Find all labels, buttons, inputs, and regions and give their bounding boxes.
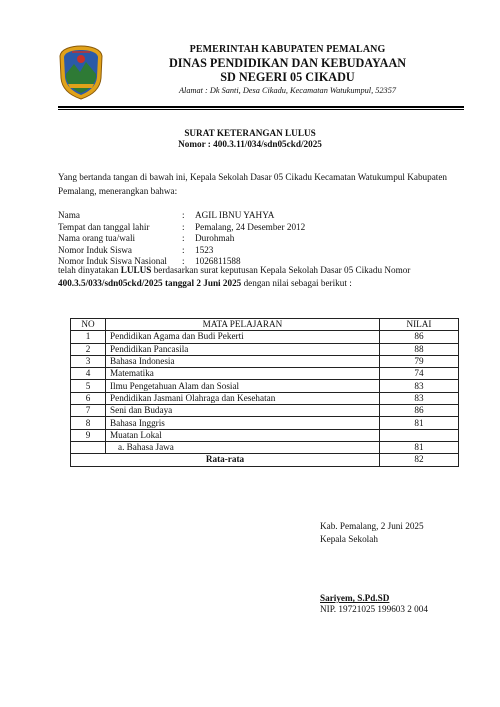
subject-name: Pendidikan Jasmani Olahraga dan Kesehatan (106, 392, 380, 404)
school-name: SD NEGERI 05 CIKADU (220, 70, 355, 84)
identity-colon: : (182, 221, 185, 232)
signatory-nip: NIP. 19721025 199603 2 004 (320, 604, 428, 614)
table-row (71, 405, 459, 417)
signature-place-date: Kab. Pemalang, 2 Juni 2025 (320, 521, 424, 531)
grade-value: 83 (380, 392, 459, 404)
grade-value (380, 429, 459, 441)
identity-row (58, 210, 305, 222)
identity-value: Pemalang, 24 Desember 2012 (195, 221, 306, 232)
grade-value: 86 (380, 331, 459, 343)
regency-emblem-icon (58, 44, 104, 100)
identity-colon: : (182, 244, 185, 255)
subject-name: Seni dan Budaya (106, 405, 380, 417)
identity-row (58, 245, 305, 257)
table-row (71, 441, 459, 453)
graduation-statement (58, 264, 468, 289)
graduation-status: LULUS (120, 265, 152, 275)
table-row (71, 368, 459, 380)
intro-paragraph: Yang bertanda tangan di bawah ini, Kepala Sekolah Dasar 05 Cikadu Kecamatan Watukumpul Kabupaten Pemalang, menerangkan bahwa: (58, 172, 448, 196)
document-title: SURAT KETERANGAN LULUS (184, 128, 316, 138)
subject-name: Bahasa Indonesia (106, 355, 380, 367)
grade-value: 74 (380, 368, 459, 380)
identity-row (58, 233, 305, 245)
row-number: 8 (71, 417, 106, 429)
signatory-name: Sariyem, S.Pd.SD (320, 593, 390, 603)
table-row (71, 417, 459, 429)
document-number: Nomor : 400.3.11/034/sdn05ckd/2025 (178, 139, 322, 149)
identity-value: Durohmah (195, 233, 235, 244)
identity-label: Nama (58, 210, 80, 220)
identity-row (58, 222, 305, 234)
statement-text: telah dinyatakan (58, 265, 121, 275)
subject-name: Pendidikan Agama dan Budi Pekerti (106, 331, 380, 343)
identity-colon: : (182, 233, 185, 244)
row-number: 3 (71, 355, 106, 367)
statement-text: dengan nilai sebagai berikut : (241, 277, 352, 288)
government-name: PEMERINTAH KABUPATEN PEMALANG (189, 44, 386, 55)
letterhead (100, 44, 475, 97)
row-number: 6 (71, 392, 106, 404)
school-address: Alamat : Dk Santi, Desa Cikadu, Kecamatan Watukumpul, 52357 (178, 86, 396, 95)
table-row (71, 331, 459, 343)
identity-label: Tempat dan tanggal lahir (58, 221, 150, 232)
row-number (71, 441, 106, 453)
table-row (71, 380, 459, 392)
letterhead-divider-thin (58, 109, 464, 110)
row-number: 9 (71, 429, 106, 441)
table-row (71, 429, 459, 441)
identity-label: Nomor Induk Siswa Nasional (58, 256, 167, 267)
identity-label: Nama orang tua/wali (58, 233, 136, 244)
grade-value: 81 (380, 441, 459, 453)
identity-label: Nomor Induk Siswa (58, 244, 133, 255)
column-header-grade: NILAI (380, 319, 459, 331)
subject-name: Ilmu Pengetahuan Alam dan Sosial (106, 380, 380, 392)
table-header-row (71, 319, 459, 331)
column-header-subject: MATA PELAJARAN (106, 319, 380, 331)
identity-colon: : (182, 256, 185, 267)
grade-value: 79 (380, 355, 459, 367)
grade-value: 81 (380, 417, 459, 429)
identity-value: AGIL IBNU YAHYA (195, 210, 275, 220)
grades-table (70, 318, 459, 467)
subject-name: Matematika (106, 368, 380, 380)
average-row (71, 454, 459, 466)
table-row (71, 392, 459, 404)
subject-name: Bahasa Inggris (106, 417, 380, 429)
identity-value: 1026811588 (195, 256, 241, 267)
row-number: 7 (71, 405, 106, 417)
agency-name: DINAS PENDIDIKAN DAN KEBUDAYAAN (168, 56, 407, 70)
average-value: 82 (380, 454, 459, 466)
letterhead-divider (58, 106, 464, 108)
row-number: 2 (71, 343, 106, 355)
grade-value: 88 (380, 343, 459, 355)
table-row (71, 355, 459, 367)
subject-name: a. Bahasa Jawa (106, 441, 380, 453)
row-number: 1 (71, 331, 106, 343)
subject-name: Muatan Lokal (106, 429, 380, 441)
grade-value: 83 (380, 380, 459, 392)
table-row (71, 343, 459, 355)
average-label: Rata-rata (71, 454, 380, 466)
statement-text: berdasarkan surat keputusan Kepala Sekolah Dasar 05 Cikadu Nomor (151, 265, 411, 275)
subject-name: Pendidikan Pancasila (106, 343, 380, 355)
column-header-no: NO (71, 319, 106, 331)
student-identity (58, 210, 305, 268)
signature-position: Kepala Sekolah (320, 534, 378, 544)
row-number: 5 (71, 380, 106, 392)
identity-value: 1523 (195, 244, 214, 255)
grade-value: 86 (380, 405, 459, 417)
identity-colon: : (182, 210, 185, 220)
row-number: 4 (71, 368, 106, 380)
decree-reference: 400.3.5/033/sdn05ckd/2025 tanggal 2 Juni 2025 (58, 277, 242, 288)
